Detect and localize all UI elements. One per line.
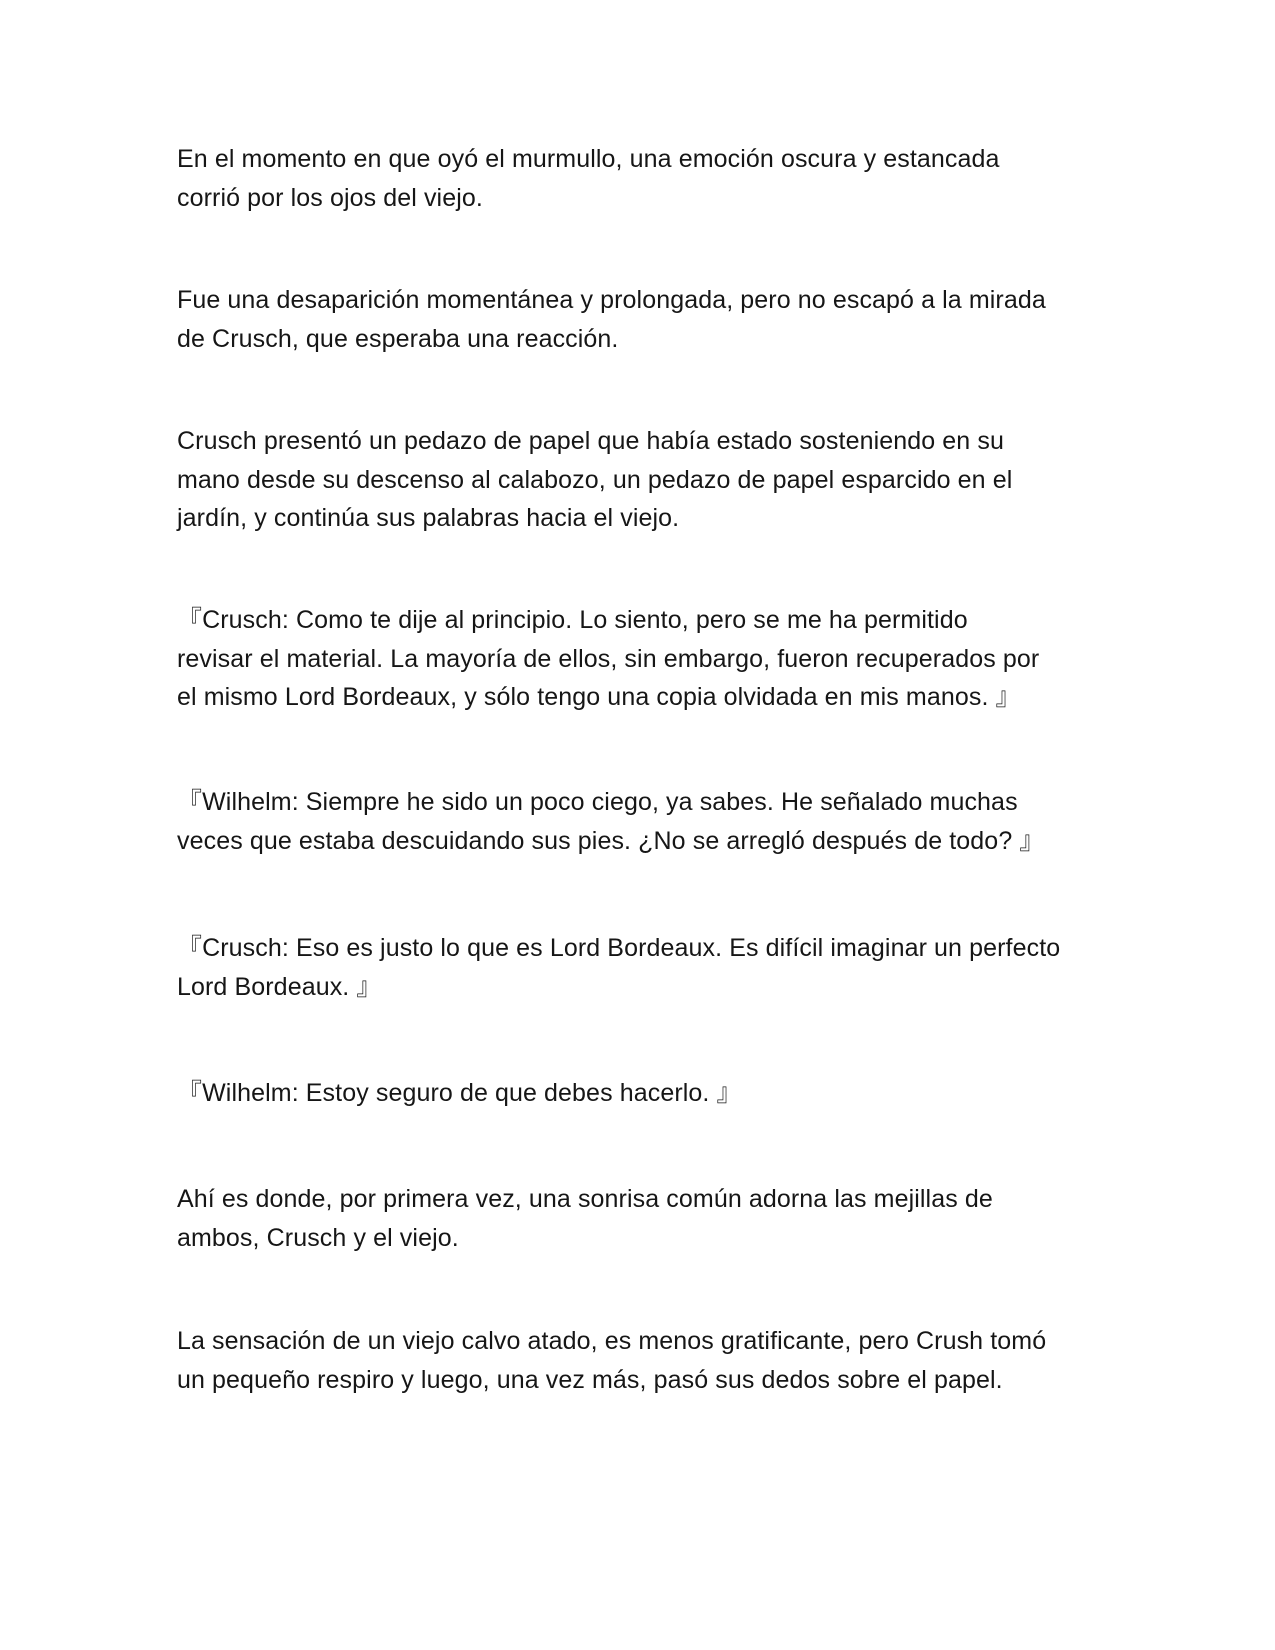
text-line: Lord Bordeaux. 』 [177,972,382,1001]
paragraph-9 [177,1322,1107,1399]
dialogue-wilhelm-1 [177,783,1107,860]
text-line: el mismo Lord Bordeaux, y sólo tengo una copia olvidada en mis manos. 』 [177,683,1021,711]
text-line: un pequeño respiro y luego, una vez más, pasó sus dedos sobre el papel. [177,1365,1003,1394]
text-line: La sensación de un viejo calvo atado, es menos gratificante, pero Crush tomó [177,1327,1047,1355]
text-line: de Crusch, que esperaba una reacción. [177,324,619,353]
dialogue-crusch-1 [177,601,1107,717]
text-line: veces que estaba descuidando sus pies. ¿No se arregló después de todo? 』 [177,826,1045,855]
text-line: corrió por los ojos del viejo. [177,183,483,212]
paragraph-1 [177,140,1107,217]
dialogue-crusch-2 [177,929,1107,1006]
text-line: mano desde su descenso al calabozo, un pedazo de papel esparcido en el [177,465,1013,494]
text-line: En el momento en que oyó el murmullo, una emoción oscura y estancada [177,145,1000,173]
text-line: Ahí es donde, por primera vez, una sonrisa común adorna las mejillas de [177,1185,993,1213]
text-line: 『Crusch: Como te dije al principio. Lo siento, pero se me ha permitido [177,606,968,634]
text-line: jardín, y continúa sus palabras hacia el viejo. [177,504,680,532]
paragraph-8 [177,1180,1107,1257]
text-line: 『Crusch: Eso es justo lo que es Lord Bordeaux. Es difícil imaginar un perfecto [177,934,1061,962]
text-line: Fue una desaparición momentánea y prolongada, pero no escapó a la mirada [177,286,1046,314]
text-line: ambos, Crusch y el viejo. [177,1223,459,1252]
text-line: revisar el material. La mayoría de ellos, sin embargo, fueron recuperados por [177,644,1040,673]
paragraph-3 [177,422,1107,538]
dialogue-wilhelm-2 [177,1074,1107,1113]
text-line: 『Wilhelm: Estoy seguro de que debes hacerlo. 』 [177,1079,742,1107]
text-line: 『Wilhelm: Siempre he sido un poco ciego, ya sabes. He señalado muchas [177,788,1018,816]
text-line: Crusch presentó un pedazo de papel que había estado sosteniendo en su [177,427,1004,455]
paragraph-2 [177,281,1107,358]
